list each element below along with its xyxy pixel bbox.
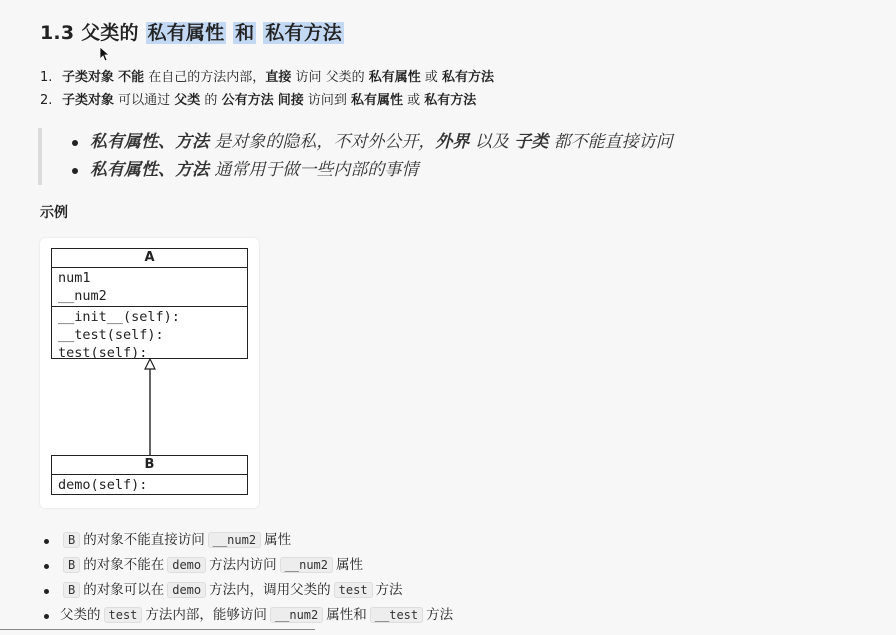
inline-code: test [334, 582, 373, 598]
bold-text: 子类对象 [62, 93, 115, 108]
text-run: 的 [200, 93, 222, 108]
inline-code: __test [370, 607, 423, 623]
bold-text: 私有属性 [368, 70, 421, 85]
text-run: 或 [420, 70, 443, 85]
text-run: 方法内，调用父类的 [209, 582, 331, 598]
class-b-name: B [52, 456, 247, 475]
inline-code: B [63, 532, 80, 548]
bold-text: 子类对象 [62, 70, 115, 85]
inline-code: __num2 [280, 557, 333, 573]
uml-diagram [40, 238, 259, 508]
inline-code: test [104, 607, 143, 623]
class-a-attribute: __num2 [58, 288, 107, 304]
inline-code: demo [167, 557, 206, 573]
bold-text: 父类 [174, 93, 201, 108]
heading-highlight-private-methods: 私有方法 [265, 22, 342, 44]
text-run: 访问 父类的 [291, 70, 369, 85]
list-number: 1. [40, 70, 53, 85]
class-a-attributes [52, 268, 247, 307]
text-run: 可以通过 [114, 93, 175, 108]
example-label: 示例 [40, 205, 68, 221]
text-run: 方法 [426, 607, 454, 623]
list-item [40, 553, 453, 578]
bold-text: 私有方法 [424, 93, 477, 108]
heading-conjunction: 和 [235, 22, 255, 44]
inline-code: demo [167, 582, 206, 598]
mouse-cursor-icon [99, 46, 109, 62]
section-heading [40, 18, 344, 45]
bold-text: 不能 [118, 70, 145, 85]
text-run: 方法内访问 [209, 557, 277, 573]
uml-class-a [51, 248, 248, 359]
inline-code: __num2 [270, 607, 323, 623]
blockquote-bar [38, 128, 42, 185]
list-item [40, 578, 453, 603]
text-run: 在自己的方法内部， [144, 70, 266, 85]
class-b-method: demo(self): [58, 477, 148, 493]
bold-text: 私有方法 [442, 70, 495, 85]
text-run: 或 [403, 93, 425, 108]
inline-code: B [63, 557, 80, 573]
list-item-text [62, 66, 494, 89]
bold-text: 子类 [514, 132, 549, 152]
text-run: 通常用于做一些内部的事情 [209, 160, 419, 180]
list-item [40, 528, 453, 553]
bold-text: 私有属性、方法 [90, 132, 209, 152]
list-item-text [62, 89, 476, 112]
bold-text: 间接 [277, 93, 304, 108]
uml-class-b [51, 455, 248, 495]
text-run: 属性 [264, 532, 292, 548]
divider [0, 629, 315, 630]
quote-item [72, 156, 673, 184]
inline-code: __num2 [208, 532, 261, 548]
text-run: 访问到 [303, 93, 351, 108]
heading-prefix: 1.3 父类的 [40, 22, 139, 44]
text-run: 的对象不能在 [83, 557, 165, 573]
bold-text: 外界 [435, 132, 470, 152]
text-run: 方法内部，能够访问 [145, 607, 267, 623]
inheritance-arrow [140, 358, 160, 456]
text-run: 父类的 [60, 607, 101, 623]
text-run: 以及 [469, 132, 515, 152]
bold-text: 私有属性 [351, 93, 404, 108]
text-run: 属性和 [326, 607, 367, 623]
inline-code: B [63, 582, 80, 598]
class-a-name: A [52, 249, 247, 268]
numbered-list [40, 66, 494, 112]
conclusion-list [40, 528, 453, 628]
class-a-method: __init__(self): [58, 309, 180, 325]
text-run: 的对象可以在 [83, 582, 165, 598]
text-run: 都不能直接访问 [548, 132, 673, 152]
text-run: 方法 [375, 582, 403, 598]
text-run: 的对象不能直接访问 [83, 532, 205, 548]
list-item [40, 66, 494, 89]
heading-highlight-private-attributes: 私有属性 [147, 22, 225, 44]
text-run: 属性 [336, 557, 363, 573]
quote-item [72, 128, 673, 156]
list-number: 2. [40, 93, 53, 108]
class-a-method: test(self): [58, 345, 148, 361]
bold-text: 直接 [265, 70, 292, 85]
class-b-methods [52, 475, 247, 495]
list-item [40, 89, 494, 112]
class-a-attribute: num1 [58, 270, 91, 286]
bold-text: 公有方法 [221, 93, 274, 108]
text-run: 是对象的隐私，不对外公开， [209, 132, 436, 152]
blockquote-list [72, 128, 673, 184]
class-a-methods [52, 307, 247, 363]
class-a-method: __test(self): [58, 327, 164, 343]
list-item [40, 603, 453, 628]
bold-text: 私有属性、方法 [90, 160, 209, 180]
